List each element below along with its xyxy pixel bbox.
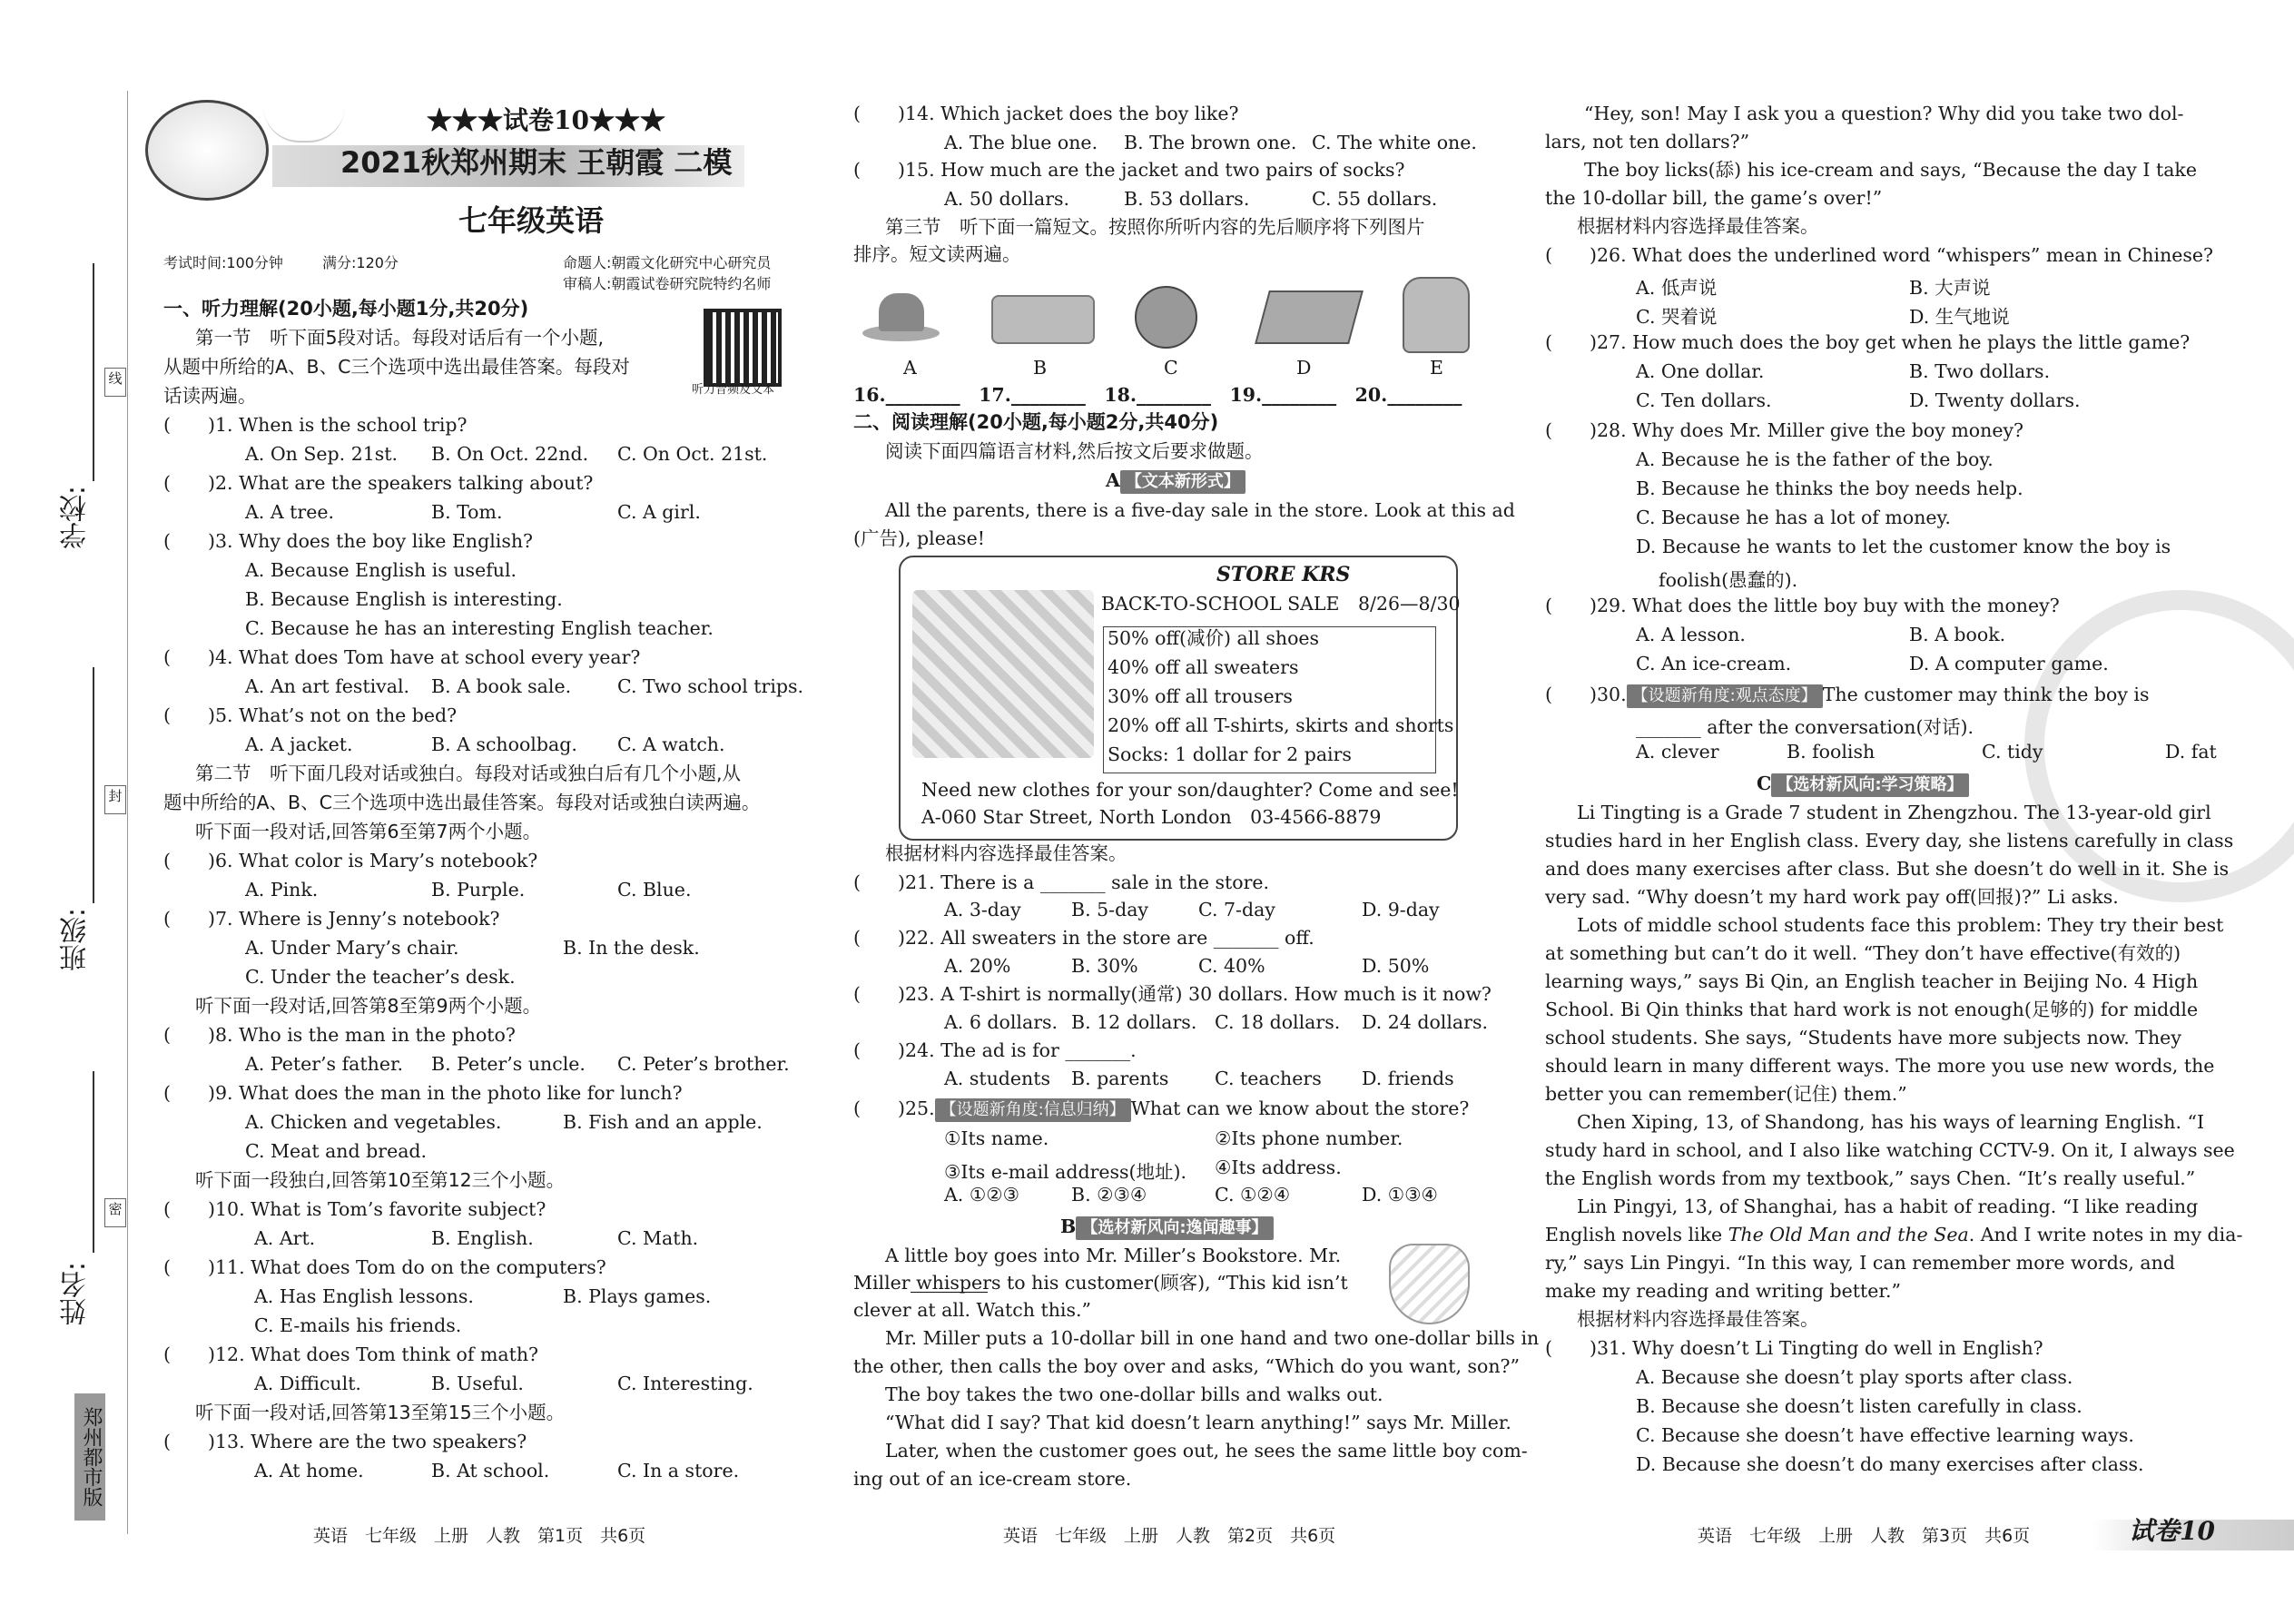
part3-instr-2: 排序。短文读两遍。 xyxy=(853,243,1021,265)
passage-c-line-3: and does many exercises after class. But she doesn’t do well in it. She is xyxy=(1545,858,2230,880)
q4-option-c[interactable]: C. Two school trips. xyxy=(617,675,804,697)
q23-option-a[interactable]: A. 6 dollars. xyxy=(944,1011,1058,1033)
passage-b-line-12: The boy licks(舔) his ice-cream and says, “Because the day I take xyxy=(1584,159,2197,181)
paper-number: ★★★试卷10★★★ xyxy=(427,105,665,135)
ad-sale-title: BACK-TO-SCHOOL SALE 8/26—8/30 xyxy=(1101,593,1461,615)
q6-option-a[interactable]: A. Pink. xyxy=(245,879,319,901)
question-26[interactable]: ( )26. What does the underlined word “whispers” mean in Chinese? xyxy=(1545,244,2214,266)
q3-option-a[interactable]: A. Because English is useful. xyxy=(245,559,517,581)
q21-option-c[interactable]: C. 7-day xyxy=(1198,899,1275,920)
pic-label-a: A xyxy=(903,357,917,379)
passage-c-line-7: learning ways,” says Bi Qin, an English teacher in Beijing No. 4 High xyxy=(1545,970,2199,992)
q22-option-c[interactable]: C. 40% xyxy=(1198,955,1265,977)
q30-text: The customer may think the boy is xyxy=(1822,684,2150,705)
question-29[interactable]: ( )29. What does the little boy buy with the money? xyxy=(1545,595,2060,616)
passage-c-line-10: should learn in many different ways. The more you use new words, the xyxy=(1545,1055,2215,1077)
q26-option-c[interactable]: C. 哭着说 xyxy=(1636,306,1718,328)
passage-a-instruction: 根据材料内容选择最佳答案。 xyxy=(885,842,1127,864)
q25-tag: 【设题新角度:信息归纳】 xyxy=(935,1098,1131,1122)
q22-option-a[interactable]: A. 20% xyxy=(944,955,1011,977)
ribbon-decoration xyxy=(263,95,345,143)
question-6[interactable]: ( )6. What color is Mary’s notebook? xyxy=(163,850,538,871)
q10-option-a[interactable]: A. Art. xyxy=(254,1227,316,1249)
full-score: 满分:120分 xyxy=(322,254,399,271)
passage-a-label: A xyxy=(1106,469,1120,491)
q29-option-a[interactable]: A. A lesson. xyxy=(1636,624,1746,645)
q23-option-c[interactable]: C. 18 dollars. xyxy=(1215,1011,1341,1033)
q2-option-b[interactable]: B. Tom. xyxy=(431,501,503,523)
passage-c-line-16-a: English novels like xyxy=(1545,1224,1728,1245)
section-1-heading: 一、听力理解(20小题,每小题1分,共20分) xyxy=(163,298,529,320)
passage-c-line-6: at something but can’t do it well. “They don’t have effective(有效的) xyxy=(1545,942,2181,964)
q26-option-d[interactable]: D. 生气地说 xyxy=(1909,306,2010,328)
name-write-line[interactable] xyxy=(93,1071,94,1253)
question-24[interactable]: ( )24. The ad is for _______. xyxy=(853,1039,1137,1061)
pic-label-c: C xyxy=(1164,357,1178,379)
passage-c-line-16-c: . And I write notes in my dia- xyxy=(1968,1224,2243,1245)
q28-option-d-cont: foolish(愚蠢的). xyxy=(1659,569,1798,591)
passage-b-instruction: 根据材料内容选择最佳答案。 xyxy=(1577,215,1819,237)
passage-c-heading xyxy=(1757,770,1969,797)
passage-c-line-15: Lin Pingyi, 13, of Shanghai, has a habit of reading. “I like reading xyxy=(1577,1196,2199,1217)
q6-option-b[interactable]: B. Purple. xyxy=(431,879,526,901)
q10-option-c[interactable]: C. Math. xyxy=(617,1227,699,1249)
q23-option-d[interactable]: D. 24 dollars. xyxy=(1362,1011,1488,1033)
q8-option-b[interactable]: B. Peter’s uncle. xyxy=(431,1053,586,1075)
question-21[interactable]: ( )21. There is a _______ sale in the store. xyxy=(853,871,1270,893)
ad-item-4: 20% off all T-shirts, skirts and shorts xyxy=(1108,714,1454,736)
q9-option-a[interactable]: A. Chicken and vegetables. xyxy=(245,1111,502,1133)
question-1[interactable]: ( )1. When is the school trip? xyxy=(163,414,468,436)
passage-b-line-11: lars, not ten dollars?” xyxy=(1545,131,1750,153)
question-12[interactable]: ( )12. What does Tom think of math? xyxy=(163,1343,539,1365)
q25-option-d[interactable]: D. ①③④ xyxy=(1362,1184,1438,1206)
page-3-footer: 英语 七年级 上册 人教 第3页 共6页 xyxy=(1698,1526,2031,1546)
ad-store-name: STORE KRS xyxy=(1216,563,1351,586)
q1-option-a[interactable]: A. On Sep. 21st. xyxy=(245,443,399,465)
ad-item-1: 50% off(减价) all shoes xyxy=(1108,627,1320,649)
q27-option-d[interactable]: D. Twenty dollars. xyxy=(1909,389,2081,411)
publisher-logo xyxy=(145,100,269,201)
question-8[interactable]: ( )8. Who is the man in the photo? xyxy=(163,1024,516,1046)
part3-instr-1: 第三节 听下面一篇短文。按照你所听内容的先后顺序将下列图片 xyxy=(885,216,1425,238)
q11-option-b[interactable]: B. Plays games. xyxy=(563,1285,712,1307)
q25-text: What can we know about the store? xyxy=(1130,1097,1470,1119)
passage-c-line-16 xyxy=(1545,1221,2242,1248)
part2-instr-1: 第二节 听下面几段对话或独白。每段对话或独白后有几个小题,从 xyxy=(195,763,742,784)
ad-item-5: Socks: 1 dollar for 2 pairs xyxy=(1108,743,1352,765)
passage-b-line-6: The boy takes the two one-dollar bills and walks out. xyxy=(885,1383,1383,1405)
q27-option-a[interactable]: A. One dollar. xyxy=(1636,360,1765,382)
q15-option-a[interactable]: A. 50 dollars. xyxy=(944,188,1070,210)
q30-number: ( )30. xyxy=(1545,684,1627,705)
q25-option-b[interactable]: B. ②③④ xyxy=(1071,1184,1147,1206)
passage-b-line-5: the other, then calls the boy over and asks, “Which do you want, son?” xyxy=(853,1355,1521,1377)
q13-option-c[interactable]: C. In a store. xyxy=(617,1460,740,1481)
question-28[interactable]: ( )28. Why does Mr. Miller give the boy money? xyxy=(1545,419,2024,441)
passage-b-line-7: “What did I say? That kid doesn’t learn anything!” says Mr. Miller. xyxy=(885,1412,1511,1433)
q13-option-b[interactable]: B. At school. xyxy=(431,1460,550,1481)
passage-b-heading xyxy=(1060,1213,1274,1240)
q23-option-b[interactable]: B. 12 dollars. xyxy=(1071,1011,1197,1033)
q8-option-c[interactable]: C. Peter’s brother. xyxy=(617,1053,790,1075)
question-13[interactable]: ( )13. Where are the two speakers? xyxy=(163,1431,527,1452)
part1-instr-3: 话读两遍。 xyxy=(163,385,257,407)
q9-option-c[interactable]: C. Meat and bread. xyxy=(245,1140,428,1162)
ad-bottom-1: Need new clothes for your son/daughter? Come and see! xyxy=(921,779,1459,801)
passage-c-instruction: 根据材料内容选择最佳答案。 xyxy=(1577,1308,1819,1330)
question-14[interactable]: ( )14. Which jacket does the boy like? xyxy=(853,103,1239,124)
question-23[interactable]: ( )23. A T-shirt is normally(通常) 30 dollars. How much is it now? xyxy=(853,983,1492,1005)
part2-instr-6: 听下面一段对话,回答第13至第15三个小题。 xyxy=(195,1402,566,1423)
passage-b-label: B xyxy=(1060,1216,1077,1237)
seal-box-mi: 密 xyxy=(104,1198,126,1227)
q27-option-b[interactable]: B. Two dollars. xyxy=(1909,360,2051,382)
q15-option-b[interactable]: B. 53 dollars. xyxy=(1124,188,1250,210)
q6-option-c[interactable]: C. Blue. xyxy=(617,879,692,901)
q28-option-a[interactable]: A. Because he is the father of the boy. xyxy=(1636,448,1994,470)
q2-option-a[interactable]: A. A tree. xyxy=(245,501,334,523)
section-2-instruction: 阅读下面四篇语言材料,然后按文后要求做题。 xyxy=(885,440,1264,462)
name-label: 姓名: xyxy=(60,1262,92,1326)
passage-c-line-8: School. Bi Qin thinks that hard work is not enough(足够的) for middle xyxy=(1545,999,2199,1020)
passage-b-line-1: A little boy goes into Mr. Miller’s Bookstore. Mr. xyxy=(885,1245,1342,1266)
question-5[interactable]: ( )5. What’s not on the bed? xyxy=(163,704,458,726)
passage-c-tag: 【选材新风向:学习策略】 xyxy=(1771,773,1968,797)
q5-option-b[interactable]: B. A schoolbag. xyxy=(431,733,577,755)
passage-b-line-4: Mr. Miller puts a 10-dollar bill in one hand and two one-dollar bills in xyxy=(885,1327,1540,1349)
ad-item-2: 40% off all sweaters xyxy=(1108,656,1299,678)
subject-title: 七年级英语 xyxy=(458,203,605,238)
q25-number: ( )25. xyxy=(853,1097,935,1119)
q29-option-b[interactable]: B. A book. xyxy=(1909,624,2006,645)
q12-option-c[interactable]: C. Interesting. xyxy=(617,1373,753,1394)
part2-instr-2: 题中所给的A、B、C三个选项中选出最佳答案。每段对话或独白读两遍。 xyxy=(163,792,761,813)
class-write-line[interactable] xyxy=(93,667,94,903)
q31-option-d[interactable]: D. Because she doesn’t do many exercises after class. xyxy=(1636,1453,2144,1475)
passage-a-line-1: All the parents, there is a five-day sale in the store. Look at this ad xyxy=(885,499,1515,521)
q8-option-a[interactable]: A. Peter’s father. xyxy=(245,1053,404,1075)
q25-option-c[interactable]: C. ①②④ xyxy=(1215,1184,1291,1206)
q22-option-d[interactable]: D. 50% xyxy=(1362,955,1430,977)
passage-c-line-13: study hard in school, and I also like watching CCTV-9. On it, I always see xyxy=(1545,1139,2235,1161)
passage-b-line-2: Miller whispers to his customer(顾客), “This kid isn’t xyxy=(853,1272,1348,1294)
q30-option-a[interactable]: A. clever xyxy=(1636,741,1719,763)
author-line: 命题人:朝霞文化研究中心研究员 xyxy=(563,254,772,271)
q24-option-b[interactable]: B. parents xyxy=(1071,1068,1169,1089)
passage-c-line-11: better you can remember(记住) them.” xyxy=(1545,1083,1907,1105)
page-1 xyxy=(0,0,831,1624)
part2-instr-5: 听下面一段独白,回答第10至第12三个小题。 xyxy=(195,1169,566,1191)
q11-option-c[interactable]: C. E-mails his friends. xyxy=(254,1314,462,1336)
binding-rule xyxy=(127,91,128,1534)
school-write-line[interactable] xyxy=(93,263,94,481)
qr-code[interactable] xyxy=(704,309,782,387)
passage-b-line-8: Later, when the customer goes out, he sees the same little boy com- xyxy=(885,1440,1528,1462)
q22-option-b[interactable]: B. 30% xyxy=(1071,955,1138,977)
passage-c-line-14: the English words from my textbook,” says Chen. “It’s really useful.” xyxy=(1545,1167,2196,1189)
q27-option-c[interactable]: C. Ten dollars. xyxy=(1636,389,1772,411)
passage-c-line-18: make my reading and writing better.” xyxy=(1545,1280,1901,1302)
q30-option-d[interactable]: D. fat xyxy=(2165,741,2217,763)
passage-b-line-13: the 10-dollar bill, the game’s over!” xyxy=(1545,187,1883,209)
q15-option-c[interactable]: C. 55 dollars. xyxy=(1312,188,1438,210)
q24-option-d[interactable]: D. friends xyxy=(1362,1068,1454,1089)
passage-c-line-5: Lots of middle school students face this problem: They try their best xyxy=(1577,914,2224,936)
ad-bottom-2: A-060 Star Street, North London 03-4566-8879 xyxy=(921,806,1382,828)
passage-a-tag: 【文本新形式】 xyxy=(1120,470,1245,494)
passage-c-line-2: studies hard in her English class. Every day, she listens carefully in class xyxy=(1545,830,2234,851)
passage-b-line-3: clever at all. Watch this.” xyxy=(853,1299,1092,1321)
seal-box-xian: 线 xyxy=(104,368,126,397)
q2-option-c[interactable]: C. A girl. xyxy=(617,501,701,523)
passage-b-tag: 【选材新风向:逸闻趣事】 xyxy=(1076,1216,1273,1240)
passage-c-line-12: Chen Xiping, 13, of Shandong, has his ways of learning English. “I xyxy=(1577,1111,2205,1133)
question-31[interactable]: ( )31. Why doesn’t Li Tingting do well in English? xyxy=(1545,1337,2043,1359)
q29-option-c[interactable]: C. An ice-cream. xyxy=(1636,653,1792,674)
page-3 xyxy=(1530,0,2294,1624)
ad-item-3: 30% off all trousers xyxy=(1108,685,1293,707)
novel-title: The Old Man and the Sea xyxy=(1728,1224,1969,1245)
part1-instr-2: 从题中所给的A、B、C三个选项中选出最佳答案。每段对 xyxy=(163,356,630,378)
q21-option-a[interactable]: A. 3-day xyxy=(944,899,1021,920)
q13-option-a[interactable]: A. At home. xyxy=(254,1460,364,1481)
q14-option-a[interactable]: A. The blue one. xyxy=(944,132,1098,153)
pic-label-e: E xyxy=(1430,357,1443,379)
q12-option-b[interactable]: B. Useful. xyxy=(431,1373,524,1394)
q14-option-c[interactable]: C. The white one. xyxy=(1312,132,1477,153)
q26-option-b[interactable]: B. 大声说 xyxy=(1909,277,1991,299)
q7-option-a[interactable]: A. Under Mary’s chair. xyxy=(245,937,459,959)
page-2-footer: 英语 七年级 上册 人教 第2页 共6页 xyxy=(1003,1526,1336,1546)
passage-a-line-2: (广告), please! xyxy=(853,527,985,549)
q21-option-d[interactable]: D. 9-day xyxy=(1362,899,1440,920)
q30-option-c[interactable]: C. tidy xyxy=(1982,741,2043,763)
q9-option-b[interactable]: B. Fish and an apple. xyxy=(563,1111,763,1133)
reviewer-line: 审稿人:朝霞试卷研究院特约名师 xyxy=(563,275,772,292)
question-15[interactable]: ( )15. How much are the jacket and two pairs of socks? xyxy=(853,159,1405,181)
passage-c-line-1: Li Tingting is a Grade 7 student in Zhengzhou. The 13-year-old girl xyxy=(1577,802,2211,823)
question-9[interactable]: ( )9. What does the man in the photo like for lunch? xyxy=(163,1082,683,1104)
passage-c-label: C xyxy=(1757,773,1772,794)
part1-instr-1: 第一节 听下面5段对话。每段对话后有一个小题, xyxy=(195,327,605,349)
q28-option-b[interactable]: B. Because he thinks the boy needs help. xyxy=(1636,477,2023,499)
q31-option-c[interactable]: C. Because she doesn’t have effective learning ways. xyxy=(1636,1424,2134,1446)
answer-blanks-16-20[interactable]: 16.________ 17.________ 18.________ 19.________ 20.________ xyxy=(853,384,1462,406)
question-10[interactable]: ( )10. What is Tom’s favorite subject? xyxy=(163,1198,546,1220)
page-2-lower xyxy=(835,0,1540,1624)
q4-option-a[interactable]: A. An art festival. xyxy=(245,675,410,697)
q10-option-b[interactable]: B. English. xyxy=(431,1227,534,1249)
question-22[interactable]: ( )22. All sweaters in the store are _______ off. xyxy=(853,927,1314,949)
q25-item-3: ③Its e-mail address(地址). xyxy=(944,1161,1187,1183)
question-7[interactable]: ( )7. Where is Jenny’s notebook? xyxy=(163,908,500,930)
question-2[interactable]: ( )2. What are the speakers talking about? xyxy=(163,472,594,494)
q7-option-b[interactable]: B. In the desk. xyxy=(563,937,700,959)
q30-tag: 【设题新角度:观点态度】 xyxy=(1627,684,1823,708)
seal-box-feng: 封 xyxy=(104,785,126,814)
q30-text-cont[interactable]: _______ after the conversation(对话). xyxy=(1636,716,1974,738)
question-4[interactable]: ( )4. What does Tom have at school every year? xyxy=(163,646,641,668)
passage-c-line-9: school students. She says, “Students have more subjects now. They xyxy=(1545,1027,2181,1048)
passage-c-line-17: ry,” says Lin Pingyi. “In this way, I can remember more words, and xyxy=(1545,1252,2175,1274)
pic-label-d: D xyxy=(1296,357,1312,379)
qr-label: 听力音频及文本 xyxy=(692,383,775,397)
q4-option-b[interactable]: B. A book sale. xyxy=(431,675,572,697)
part2-instr-3: 听下面一段对话,回答第6至第7两个小题。 xyxy=(195,821,542,842)
q1-option-b[interactable]: B. On Oct. 22nd. xyxy=(431,443,589,465)
q3-option-b[interactable]: B. Because English is interesting. xyxy=(245,588,563,610)
q25-option-a[interactable]: A. ①②③ xyxy=(944,1184,1019,1206)
question-25[interactable] xyxy=(853,1095,1469,1122)
q3-option-c[interactable]: C. Because he has an interesting English teacher. xyxy=(245,617,714,639)
class-label: 班级: xyxy=(60,908,92,972)
q28-option-d[interactable]: D. Because he wants to let the customer know the boy is xyxy=(1636,536,2171,557)
q5-option-a[interactable]: A. A jacket. xyxy=(245,733,353,755)
q26-option-a[interactable]: A. 低声说 xyxy=(1636,277,1718,299)
page-1-footer: 英语 七年级 上册 人教 第1页 共6页 xyxy=(313,1526,646,1546)
question-3[interactable]: ( )3. Why does the boy like English? xyxy=(163,530,534,552)
edition-badge: 郑州都市版 xyxy=(74,1393,105,1521)
q28-option-c[interactable]: C. Because he has a lot of money. xyxy=(1636,507,1951,528)
q12-option-a[interactable]: A. Difficult. xyxy=(254,1373,361,1394)
q7-option-c[interactable]: C. Under the teacher’s desk. xyxy=(245,966,516,988)
q25-item-4: ④Its address. xyxy=(1215,1156,1342,1178)
q1-option-c[interactable]: C. On Oct. 21st. xyxy=(617,443,768,465)
exam-time: 考试时间:100分钟 xyxy=(163,254,283,271)
exam-title: 2021秋郑州期末 王朝霞 二模 xyxy=(340,145,733,180)
pic-label-b: B xyxy=(1033,357,1048,379)
passage-b-line-10: “Hey, son! May I ask you a question? Why did you take two dol- xyxy=(1584,103,2184,124)
school-label: 学校: xyxy=(60,486,92,550)
whispers-underline xyxy=(911,1292,988,1293)
q14-option-b[interactable]: B. The brown one. xyxy=(1124,132,1297,153)
section-2-heading: 二、阅读理解(20小题,每小题2分,共40分) xyxy=(853,411,1219,433)
q30-option-b[interactable]: B. foolish xyxy=(1787,741,1876,763)
q25-item-1: ①Its name. xyxy=(944,1127,1049,1149)
question-30[interactable] xyxy=(1545,681,2150,708)
part2-instr-4: 听下面一段对话,回答第8至第9两个小题。 xyxy=(195,995,542,1017)
q29-option-d[interactable]: D. A computer game. xyxy=(1909,653,2109,674)
question-11[interactable]: ( )11. What does Tom do on the computers? xyxy=(163,1256,606,1278)
q5-option-c[interactable]: C. A watch. xyxy=(617,733,725,755)
q25-item-2: ②Its phone number. xyxy=(1215,1127,1403,1149)
q24-option-c[interactable]: C. teachers xyxy=(1215,1068,1322,1089)
money-hands-illustration xyxy=(1389,1244,1470,1324)
passage-c-line-4: very sad. “Why doesn’t my hard work pay off(回报)?” Li asks. xyxy=(1545,886,2119,908)
question-27[interactable]: ( )27. How much does the boy get when he plays the little game? xyxy=(1545,331,2191,353)
paper-badge: 试卷10 xyxy=(2129,1516,2215,1546)
q31-option-b[interactable]: B. Because she doesn’t listen carefully in class. xyxy=(1636,1395,2082,1417)
passage-b-line-9: ing out of an ice-cream store. xyxy=(853,1468,1132,1490)
q31-option-a[interactable]: A. Because she doesn’t play sports after class. xyxy=(1636,1366,2073,1388)
q21-option-b[interactable]: B. 5-day xyxy=(1071,899,1148,920)
q11-option-a[interactable]: A. Has English lessons. xyxy=(254,1285,474,1307)
q24-option-a[interactable]: A. students xyxy=(944,1068,1051,1089)
